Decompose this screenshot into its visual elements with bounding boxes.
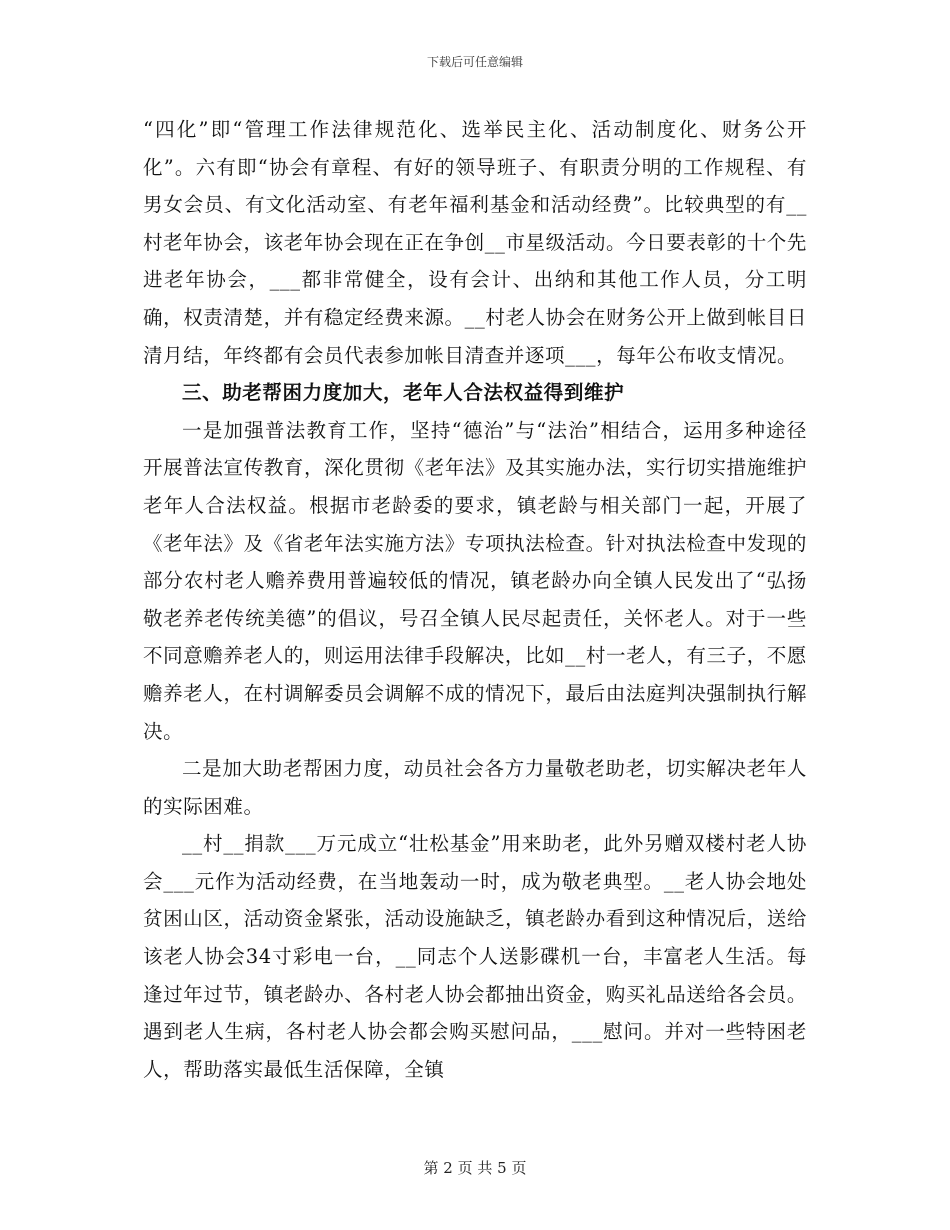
section-heading-three: 三、助老帮困力度加大，老年人合法权益得到维护 (182, 381, 625, 405)
page-header: 下载后可任意编辑 (426, 55, 523, 69)
document-body (143, 111, 807, 1088)
paragraph-four-six: “四化”即“管理工作法律规范化、选举民主化、活动制度化、财务公开化”。六有即“协会有章程、有好的领导班子、有职责分明的工作规程、有男女会员、有文化活动室、有老年福利基金和活动经费”。比较典型的有__村老年协会，该老年协会现在正在争创__市星级活动。今日要表彰的十个先进老年协会，___都非常健全，设有会计、出纳和其他工作人员，分工明确，权责清楚，并有稳定经费来源。__村老人协会在财务公开上做到帐目日清月结，年终都有会员代表参加帐目清查并逐项___，每年公布收支情况。 (143, 118, 807, 367)
page-footer: 第 2 页 共 5 页 (423, 1159, 527, 1177)
paragraph-assist-elderly: 二是加大助老帮困力度，动员社会各方力量敬老助老，切实解决老年人的实际困难。 (143, 757, 807, 818)
paragraph-donations: __村__捐款___万元成立“壮松基金”用来助老，此外另赠双楼村老人协会___元作为活动经费，在当地轰动一时，成为敬老典型。__老人协会地处贫困山区，活动资金紧张，活动设施缺乏，镇老龄办看到这种情况后，送给该老人协会34寸彩电一台，__同志个人送影碟机一台，丰富老人生活。每逢过年过节，镇老龄办、各村老人协会都抽出资金，购买礼品送给各会员。遇到老人生病，各村老人协会都会购买慰问品，___慰问。并对一些特困老人，帮助落实最低生活保障，全镇 (143, 832, 807, 1081)
paragraph-law-education: 一是加强普法教育工作，坚持“德治”与“法治”相结合，运用多种途径开展普法宣传教育，深化贯彻《老年法》及其实施办法，实行切实措施维护老年人合法权益。根据市老龄委的要求，镇老龄与相关部门一起，开展了《老年法》及《省老年法实施方法》专项执法检查。针对执法检查中发现的部分农村老人赡养费用普遍较低的情况，镇老龄办向全镇人民发出了“弘扬敬老养老传统美德”的倡议，号召全镇人民尽起责任，关怀老人。对于一些不同意赡养老人的，则运用法律手段解决，比如__村一老人，有三子，不愿赡养老人，在村调解委员会调解不成的情况下，最后由法庭判决强制执行解决。 (143, 418, 807, 743)
